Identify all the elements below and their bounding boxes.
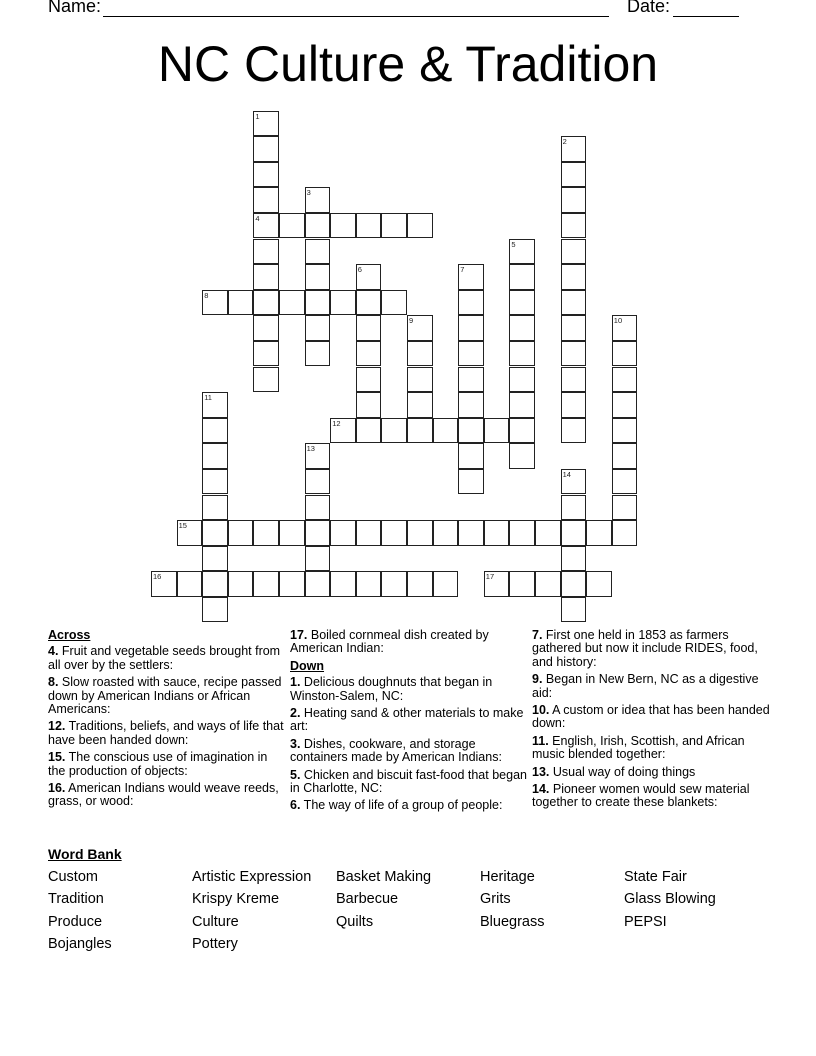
page-title: NC Culture & Tradition: [157, 36, 659, 92]
cell-number: 1: [255, 111, 260, 121]
word-bank-item: Artistic Expression: [192, 869, 312, 885]
clue-text: Dishes, cookware, and storage containers made by American Indians:: [290, 736, 502, 765]
crossword-cell[interactable]: [253, 213, 279, 239]
clues-column-2: [290, 629, 530, 817]
cell-number: 11: [204, 393, 212, 403]
crossword-cell[interactable]: [253, 290, 279, 316]
crossword-cell[interactable]: [612, 392, 638, 418]
clue-text: The conscious use of imagination in the production of objects:: [48, 750, 268, 778]
crossword-cell[interactable]: [458, 469, 484, 495]
cell-number: 6: [357, 265, 362, 275]
crossword-cell[interactable]: [202, 520, 228, 546]
crossword-cell[interactable]: [381, 571, 407, 597]
crossword-cell[interactable]: [484, 571, 510, 597]
crossword-cell[interactable]: [509, 392, 535, 418]
crossword-cell[interactable]: [381, 213, 407, 239]
crossword-cell[interactable]: [458, 443, 484, 469]
cell-number: 8: [204, 290, 209, 300]
crossword-cell[interactable]: [305, 443, 331, 469]
word-bank-item: Quilts: [336, 914, 374, 930]
down-heading: Down: [290, 658, 325, 673]
crossword-cell[interactable]: [509, 290, 535, 316]
clue-number: 8.: [48, 675, 59, 690]
crossword-cell[interactable]: [612, 495, 638, 521]
crossword-cell[interactable]: [561, 546, 587, 572]
crossword-cell[interactable]: [356, 341, 382, 367]
crossword-cell[interactable]: [356, 315, 382, 341]
crossword-cell[interactable]: [356, 418, 382, 444]
clue-text: Delicious doughnuts that began in Winston-Salem, NC:: [290, 675, 493, 703]
word-bank-item: Krispy Kreme: [192, 891, 280, 907]
crossword-cell[interactable]: [612, 418, 638, 444]
crossword-cell[interactable]: [458, 392, 484, 418]
crossword-cell[interactable]: [305, 213, 331, 239]
crossword-cell[interactable]: [407, 315, 433, 341]
crossword-cell[interactable]: [253, 264, 279, 290]
clue-text: Traditions, beliefs, and ways of life that have been handed down:: [48, 719, 284, 747]
clue-text: The way of life of a group of people:: [300, 798, 503, 813]
crossword-cell[interactable]: [407, 367, 433, 393]
crossword-cell[interactable]: [381, 290, 407, 316]
cell-number: 2: [562, 137, 567, 147]
clue-number: 1.: [290, 675, 301, 690]
crossword-cell[interactable]: [561, 392, 587, 418]
crossword-cell[interactable]: [561, 520, 587, 546]
crossword-cell[interactable]: [561, 418, 587, 444]
word-bank-item: Tradition: [48, 891, 104, 907]
crossword-cell[interactable]: [253, 136, 279, 162]
crossword-cell[interactable]: [330, 520, 356, 546]
clue-text: Heating sand & other materials to make art:: [290, 706, 524, 734]
crossword-cell[interactable]: [330, 290, 356, 316]
clue-across-12: [48, 720, 288, 747]
crossword-cell[interactable]: [356, 290, 382, 316]
crossword-cell[interactable]: [458, 290, 484, 316]
crossword-cell[interactable]: [305, 546, 331, 572]
word-bank-item: Custom: [48, 869, 98, 885]
name-label: Name:: [48, 0, 102, 16]
crossword-cell[interactable]: [253, 341, 279, 367]
crossword-cell[interactable]: [407, 341, 433, 367]
word-bank-item: Culture: [192, 914, 239, 930]
clue-number: 15.: [48, 750, 66, 765]
crossword-cell[interactable]: [561, 469, 587, 495]
word-bank-item: Heritage: [480, 869, 535, 885]
crossword-cell[interactable]: [202, 571, 228, 597]
crossword-cell[interactable]: [356, 367, 382, 393]
crossword-cell[interactable]: [253, 571, 279, 597]
clues-column-3: [532, 629, 772, 814]
crossword-cell[interactable]: [509, 443, 535, 469]
clue-number: 6.: [290, 798, 301, 813]
crossword-cell[interactable]: [433, 520, 459, 546]
clue-number: 9.: [532, 672, 543, 687]
crossword-cell[interactable]: [561, 597, 587, 623]
clue-text: English, Irish, Scottish, and African music blended together:: [532, 733, 745, 762]
crossword-cell[interactable]: [202, 469, 228, 495]
crossword-cell[interactable]: [305, 239, 331, 265]
crossword-cell[interactable]: [458, 418, 484, 444]
crossword-cell[interactable]: [356, 213, 382, 239]
crossword-cell[interactable]: [509, 341, 535, 367]
clues-column-1: [48, 629, 288, 813]
crossword-cell[interactable]: [407, 418, 433, 444]
word-bank-item: Bojangles: [48, 936, 112, 952]
crossword-cell[interactable]: [253, 520, 279, 546]
cell-number: 10: [613, 316, 623, 326]
crossword-cell[interactable]: [586, 571, 612, 597]
crossword-cell[interactable]: [612, 315, 638, 341]
clue-across-8: [48, 676, 288, 716]
crossword-cell[interactable]: [356, 392, 382, 418]
crossword-cell[interactable]: [407, 213, 433, 239]
clue-down-6: [290, 799, 530, 812]
crossword-cell[interactable]: [228, 571, 254, 597]
word-bank-item: Produce: [48, 914, 103, 930]
crossword-cell[interactable]: [305, 469, 331, 495]
crossword-cell[interactable]: [561, 136, 587, 162]
crossword-cell[interactable]: [305, 520, 331, 546]
clue-text: American Indians would weave reeds, grass, or wood:: [48, 781, 279, 809]
crossword-cell[interactable]: [561, 315, 587, 341]
cell-number: 4: [255, 213, 260, 223]
crossword-cell[interactable]: [202, 597, 228, 623]
crossword-cell[interactable]: [330, 571, 356, 597]
cell-number: 7: [460, 265, 465, 275]
word-bank-item: Barbecue: [336, 891, 399, 907]
crossword-cell[interactable]: [356, 571, 382, 597]
crossword-cell[interactable]: [407, 571, 433, 597]
crossword-cell[interactable]: [305, 315, 331, 341]
crossword-cell[interactable]: [458, 520, 484, 546]
crossword-cell[interactable]: [381, 418, 407, 444]
crossword-cell[interactable]: [253, 187, 279, 213]
date-label: Date:: [627, 0, 671, 16]
cell-number: 9: [409, 316, 414, 326]
crossword-cell[interactable]: [279, 520, 305, 546]
crossword-cell[interactable]: [509, 239, 535, 265]
clue-text: Fruit and vegetable seeds brought from all over by the settlers:: [48, 644, 281, 672]
word-bank-item: Basket Making: [336, 869, 432, 885]
crossword-cell[interactable]: [612, 520, 638, 546]
clue-number: 5.: [290, 767, 301, 782]
word-bank-item: PEPSI: [624, 914, 667, 930]
clue-down-13: [532, 766, 772, 779]
crossword-cell[interactable]: [253, 111, 279, 137]
clue-number: 16.: [48, 781, 66, 796]
crossword-cell[interactable]: [484, 418, 510, 444]
clue-down-5: [290, 769, 530, 796]
crossword-cell[interactable]: [561, 187, 587, 213]
crossword-cell[interactable]: [561, 264, 587, 290]
crossword-cell[interactable]: [612, 469, 638, 495]
cell-number: 13: [306, 444, 315, 454]
crossword-cell[interactable]: [279, 213, 305, 239]
crossword-cell[interactable]: [305, 187, 331, 213]
crossword-cell[interactable]: [458, 367, 484, 393]
word-bank-item: Grits: [480, 891, 511, 907]
crossword-cell[interactable]: [228, 520, 254, 546]
crossword-cell[interactable]: [586, 520, 612, 546]
crossword-cell[interactable]: [561, 290, 587, 316]
crossword-cell[interactable]: [561, 341, 587, 367]
word-bank-item: Bluegrass: [480, 914, 545, 930]
clue-number: 10.: [532, 703, 550, 718]
crossword-cell[interactable]: [561, 571, 587, 597]
clue-number: 14.: [532, 782, 550, 797]
clue-number: 12.: [48, 719, 66, 734]
cell-number: 5: [511, 239, 516, 249]
crossword-cell[interactable]: [279, 571, 305, 597]
cell-number: 16: [153, 572, 162, 582]
crossword-cell[interactable]: [279, 290, 305, 316]
crossword-cell[interactable]: [305, 571, 331, 597]
crossword-cell[interactable]: [433, 571, 459, 597]
word-bank-title: Word Bank: [48, 846, 122, 862]
clue-number: 4.: [48, 644, 59, 659]
crossword-cell[interactable]: [407, 392, 433, 418]
clue-text: A custom or idea that has been handed down:: [532, 703, 770, 731]
crossword-cell[interactable]: [330, 418, 356, 444]
clue-across-16: [48, 782, 288, 809]
crossword-cell[interactable]: [177, 520, 203, 546]
word-bank-item: Pottery: [192, 936, 238, 952]
clue-across-17: [290, 629, 530, 656]
clue-number: 17.: [290, 628, 308, 642]
clue-down-7: [532, 629, 772, 669]
crossword-cell[interactable]: [202, 392, 228, 418]
crossword-cell[interactable]: [612, 341, 638, 367]
across-heading: Across: [48, 628, 91, 642]
crossword-cell[interactable]: [381, 520, 407, 546]
name-field[interactable]: [103, 0, 609, 17]
crossword-cell[interactable]: [202, 290, 228, 316]
crossword-cell[interactable]: [433, 418, 459, 444]
crossword-cell[interactable]: [253, 367, 279, 393]
clue-text: Chicken and biscuit fast-food that began in Charlotte, NC:: [290, 767, 527, 796]
crossword-cell[interactable]: [509, 571, 535, 597]
cell-number: 15: [178, 521, 187, 531]
crossword-cell[interactable]: [561, 162, 587, 188]
crossword-cell[interactable]: [458, 315, 484, 341]
crossword-cell[interactable]: [484, 520, 510, 546]
clue-number: 13.: [532, 764, 550, 779]
crossword-cell[interactable]: [253, 162, 279, 188]
crossword-cell[interactable]: [561, 495, 587, 521]
crossword-cell[interactable]: [561, 239, 587, 265]
crossword-cell[interactable]: [228, 290, 254, 316]
word-bank-item: Glass Blowing: [624, 891, 716, 907]
clue-text: Began in New Bern, NC as a digestive aid:: [532, 672, 759, 700]
clue-text: Pioneer women would sew material together to create these blankets:: [532, 782, 750, 810]
crossword-cell[interactable]: [509, 520, 535, 546]
crossword-cell[interactable]: [561, 213, 587, 239]
clue-text: Slow roasted with sauce, recipe passed down by American Indians or African Americans:: [48, 675, 282, 717]
crossword-cell[interactable]: [407, 520, 433, 546]
clue-text: Boiled cornmeal dish created by American Indian:: [290, 628, 489, 656]
crossword-cell[interactable]: [253, 315, 279, 341]
clue-text: Usual way of doing things: [549, 764, 696, 779]
clue-number: 7.: [532, 628, 543, 642]
crossword-cell[interactable]: [305, 264, 331, 290]
clue-across-15: [48, 751, 288, 778]
date-field[interactable]: [673, 0, 739, 17]
cell-number: 14: [562, 469, 571, 479]
word-bank-item: State Fair: [624, 869, 687, 885]
crossword-cell[interactable]: [458, 341, 484, 367]
crossword-cell[interactable]: [458, 264, 484, 290]
crossword-cell[interactable]: [612, 367, 638, 393]
crossword-cell[interactable]: [330, 213, 356, 239]
crossword-cell[interactable]: [202, 495, 228, 521]
crossword-cell[interactable]: [561, 367, 587, 393]
crossword-cell[interactable]: [356, 264, 382, 290]
crossword-cell[interactable]: [202, 546, 228, 572]
crossword-cell[interactable]: [202, 443, 228, 469]
clue-down-10: [532, 704, 772, 731]
clue-down-3: [290, 738, 530, 765]
crossword-cell[interactable]: [177, 571, 203, 597]
clue-number: 3.: [290, 736, 301, 751]
crossword-cell[interactable]: [509, 367, 535, 393]
crossword-cell[interactable]: [305, 290, 331, 316]
clue-down-2: [290, 707, 530, 734]
crossword-cell[interactable]: [509, 264, 535, 290]
crossword-cell[interactable]: [202, 418, 228, 444]
crossword-cell[interactable]: [305, 341, 331, 367]
clue-text: First one held in 1853 as farmers gathered but now it include RIDES, food, and history:: [532, 628, 758, 669]
clue-number: 11.: [532, 733, 549, 748]
crossword-cell[interactable]: [535, 520, 561, 546]
crossword-cell[interactable]: [253, 239, 279, 265]
crossword-cell[interactable]: [535, 571, 561, 597]
cell-number: 3: [306, 188, 311, 198]
clue-number: 2.: [290, 706, 301, 721]
cell-number: 12: [332, 418, 341, 428]
crossword-cell[interactable]: [151, 571, 177, 597]
clue-down-14: [532, 783, 772, 810]
clue-down-11: [532, 735, 772, 762]
clue-across-4: [48, 645, 288, 672]
crossword-cell[interactable]: [509, 418, 535, 444]
crossword-cell[interactable]: [509, 315, 535, 341]
crossword-cell[interactable]: [356, 520, 382, 546]
cell-number: 17: [485, 572, 495, 582]
clue-down-9: [532, 673, 772, 700]
crossword-cell[interactable]: [612, 443, 638, 469]
clue-down-1: [290, 676, 530, 703]
crossword-cell[interactable]: [305, 495, 331, 521]
